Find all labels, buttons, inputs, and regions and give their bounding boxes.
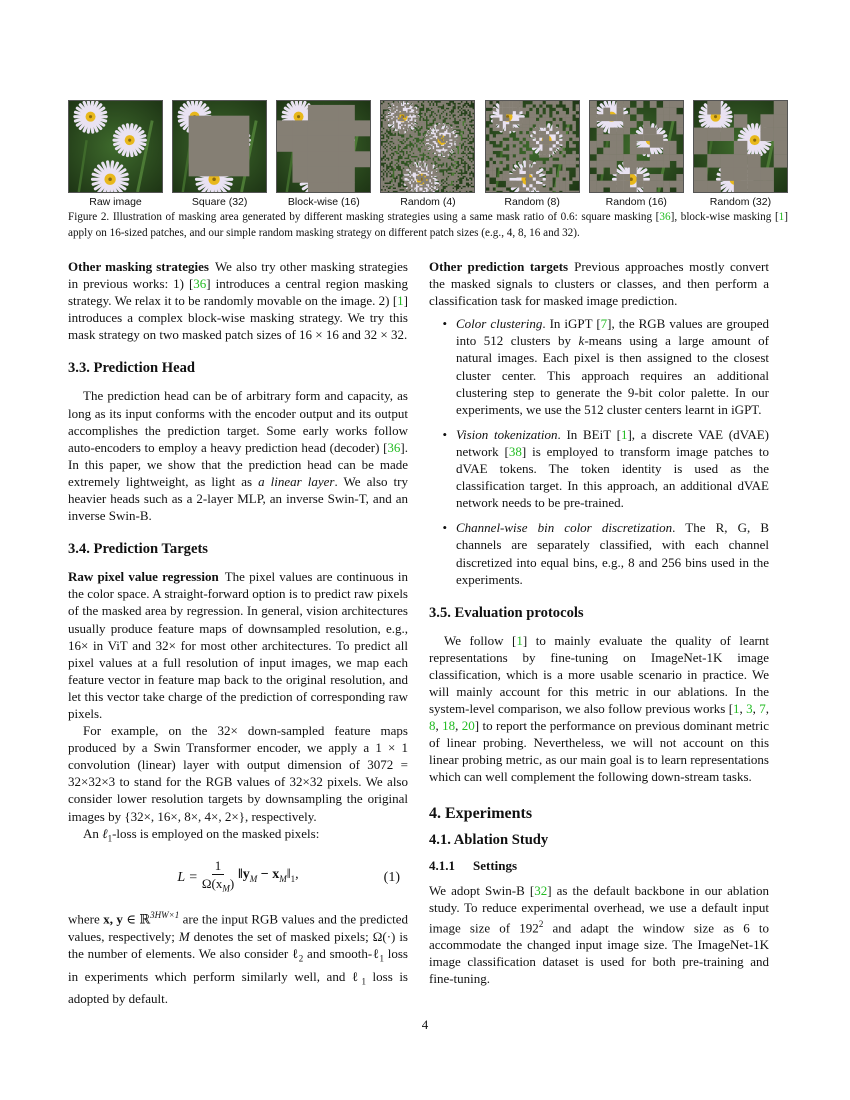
math-text: − x <box>257 867 280 883</box>
paragraph-example: For example, on the 32× down-sampled feature maps produced by a Swin Transformer encoder, we apply a 1 × 1 convolution (linear) layer with output dimension of 3072 = 32×32×3 to stand for the RGB values of 32×32 pixels. We also consider lower resolution targets by downsampling the original images by {32×, 16×, 8×, 4×, 2×}, respectively. <box>68 723 408 824</box>
figure-panel <box>276 100 371 208</box>
fraction-denominator <box>202 875 234 898</box>
panel-label: Random (4) <box>400 196 456 208</box>
masked-image-thumbnail <box>485 100 580 193</box>
body-text: -loss is employed on the masked pixels: <box>112 825 320 841</box>
separator: , <box>435 718 443 734</box>
math-symbol: k <box>578 333 585 349</box>
math-superscript: 2 <box>538 918 544 929</box>
body-text: . We also try heavier heads such as a 2-layer MLP, an inverse Swin-T, and an inverse Swin-B. <box>68 473 408 524</box>
body-text: ∈ ℝ <box>122 911 151 927</box>
math-subscript: 2 <box>298 953 304 964</box>
figure-panel <box>68 100 163 208</box>
paragraph-other-masking <box>68 258 408 343</box>
citation-link[interactable]: 1 <box>778 211 785 223</box>
body-text: ] as the default backbone in our ablation study. To reduce experimental overhead, we use a default input image size of 192 <box>429 882 769 936</box>
bullet-color-clustering <box>429 315 769 418</box>
separator: , <box>765 701 769 717</box>
mask-strategy-panels <box>68 100 788 208</box>
body-text: ], a discrete VAE (dVAE) network [ <box>456 426 770 459</box>
right-column <box>429 258 769 987</box>
body-text: ] introduces a complex block-wise masking strategy. We try this mask strategy on two masked patch sizes of 16 × 16 and 32 × 32. <box>68 293 408 343</box>
masked-image-thumbnail <box>589 100 684 193</box>
math-subscript: M <box>249 874 258 885</box>
equation-lhs: L = <box>177 869 198 885</box>
citation-link[interactable]: 32 <box>534 882 548 898</box>
section-heading-3-4: 3.4. Prediction Targets <box>68 541 208 558</box>
caption-text: ] apply on 16-sized patches, and our simple random masking strategy on different patch sizes (e.g., 4, 8, 16 and 32). <box>68 211 788 239</box>
masked-image-thumbnail <box>693 100 788 193</box>
citation-link[interactable]: 8 <box>429 718 436 734</box>
citation-link[interactable]: 38 <box>508 443 522 459</box>
figure-caption <box>68 210 788 241</box>
bullet-icon: • <box>442 316 447 332</box>
body-text: . In BEiT [ <box>557 426 621 442</box>
section-heading-3-5: 3.5. Evaluation protocols <box>429 604 584 621</box>
runin-heading: Other prediction targets <box>429 259 569 274</box>
body-text: are the input RGB values and the predicted values, respectively; <box>68 911 408 944</box>
separator: , <box>455 718 462 734</box>
math-symbol: M <box>178 928 190 944</box>
body-text: We follow [ <box>444 632 517 648</box>
body-text: Previous approaches mostly convert the masked signals to clusters or classes, and then perform a classification task for masked image prediction. <box>429 259 769 309</box>
bullet-text <box>456 315 769 418</box>
citation-link[interactable]: 1 <box>397 293 404 309</box>
body-text: . The R, G, B channels are separately classified, with each channel discretized into equal bins, e.g., 8 and 256 bins used in the experiments. <box>456 520 769 587</box>
panel-label: Random (16) <box>605 196 667 208</box>
paragraph-loss-def <box>68 907 408 1007</box>
body-text: where <box>68 911 104 927</box>
paragraph-evaluation <box>429 632 769 786</box>
heading-number: 4.1.1 <box>429 857 455 873</box>
section-heading-4: 4. Experiments <box>429 804 533 822</box>
panel-label: Raw image <box>89 196 142 208</box>
body-text: ], the RGB values are grouped into 512 clusters by <box>456 316 769 349</box>
figure-panel <box>172 100 267 208</box>
equation-1 <box>68 853 408 901</box>
math-text: ‖y <box>238 867 250 883</box>
section-heading-4-1-1 <box>429 857 769 874</box>
panel-label: Random (32) <box>709 196 772 208</box>
caption-text: Figure 2. Illustration of masking area generated by different masking strategies using a same mask ratio of 0.6: square masking [ <box>68 211 660 223</box>
masked-image-thumbnail <box>68 100 163 193</box>
body-text: An <box>83 825 103 841</box>
bullet-channel-bin <box>429 519 769 587</box>
citation-link[interactable]: 7 <box>759 701 766 717</box>
bullet-term: Color clustering <box>456 316 543 332</box>
paragraph-settings <box>429 882 769 988</box>
paragraph-other-targets <box>429 258 769 309</box>
body-text: -means using a large amount of natural images. Each pixel is then assigned to the closest cluster center. This approach requires an additional clustering step to generate the 9-bit color palette. In our experiments, we use the 512 cluster centers learnt in iGPT. <box>456 333 769 417</box>
math-superscript: 3HW×1 <box>150 910 180 921</box>
body-text: and adapt the window size as 6 to accommodate the changed input image size. The ImageNet-1K image classification dataset is used for both pre-training and fine-tuning. <box>429 920 769 987</box>
section-heading-3-3: 3.3. Prediction Head <box>68 360 196 377</box>
citation-link[interactable]: 20 <box>461 718 475 734</box>
bullet-term: Channel-wise bin color discretization <box>456 520 673 536</box>
body-text: The pixel values are continuous in the color space. A straight-forward option is to predict raw pixels of the masked area by regression. In general, vision architectures usually produce feature maps of downsampled resolution, e.g., 16× in ViT and 32× for most other architectures. To predict all pixel values at a full resolution of input images, we map each feature vector in feature map back to the original resolution, and let this vector take charge of the prediction of corresponding raw pixels. <box>68 569 409 721</box>
math-subscript: 1 <box>107 833 113 844</box>
citation-link[interactable]: 1 <box>516 632 523 648</box>
math-text: ‖ <box>286 867 291 883</box>
equation-fraction <box>202 858 234 898</box>
equation-number: (1) <box>383 869 400 885</box>
body-text: denotes the set of masked pixels; Ω(·) is the number of elements. We also consider ℓ <box>68 928 408 961</box>
math-subscript: 1 <box>361 976 366 987</box>
section-heading-4-1: 4.1. Ablation Study <box>429 831 549 848</box>
page-number: 4 <box>421 1017 429 1032</box>
caption-text: ], block-wise masking [ <box>670 211 779 223</box>
math-symbol: ℓ <box>102 825 108 841</box>
body-text: ] introduces a central region masking strategy. We relax it to be randomly movable on the image. 2) [ <box>68 276 408 309</box>
math-subscript: 1 <box>290 874 296 885</box>
paragraph-prediction-head <box>68 387 408 524</box>
body-text: loss in experiments which perform similarly well, and ℓ <box>68 945 408 984</box>
math-subscript: 1 <box>379 953 384 964</box>
body-text: ] is employed to transform image patches to dVAE tokens. The token identity is used as the classification target. In this approach, an additional dVAE network needs to be pre-trained. <box>456 443 769 511</box>
equation-norm <box>238 866 298 888</box>
bullet-icon: • <box>442 426 447 442</box>
figure-panel <box>693 100 788 208</box>
masked-image-thumbnail <box>276 100 371 193</box>
math-subscript: M <box>222 883 230 894</box>
paragraph-loss-intro <box>68 825 408 848</box>
citation-link[interactable]: 36 <box>387 439 401 455</box>
body-text: The prediction head can be of arbitrary form and capacity, as long as its input conforms with the encoder output and its output accomplishes the prediction target. Some early works follow auto-encoders to employ a heavy prediction head (decoder) [ <box>68 388 408 455</box>
bullet-vision-tokenization <box>429 426 769 511</box>
math-subscript: M <box>279 874 287 885</box>
figure-panel <box>485 100 580 208</box>
citation-link[interactable]: 36 <box>193 276 207 292</box>
body-text: We adopt Swin-B [ <box>429 882 535 898</box>
citation-link[interactable]: 36 <box>659 211 671 223</box>
citation-link[interactable]: 18 <box>442 718 456 734</box>
body-text: We also try other masking strategies in previous works: 1) [ <box>68 259 408 292</box>
citation-link[interactable]: 3 <box>746 701 753 717</box>
runin-heading: Raw pixel value regression <box>68 569 219 585</box>
math-text: ) <box>229 875 235 891</box>
figure-panel <box>380 100 475 208</box>
math-text: Ω(x <box>201 875 223 891</box>
citation-link[interactable]: 7 <box>600 316 608 332</box>
figure-2 <box>68 100 788 208</box>
body-text: . In iGPT [ <box>542 316 601 332</box>
panel-label: Block-wise (16) <box>287 196 360 208</box>
bullet-text <box>456 519 769 587</box>
figure-panel <box>589 100 684 208</box>
body-text: ] to mainly evaluate the quality of learnt representations by fine-tuning on ImageNet-1K image classification, which is a more usable scenario in practice. We will mainly account for this metric in our ablations. In the system-level comparison, we also follow previous works [ <box>429 632 769 717</box>
panel-label: Square (32) <box>191 196 248 208</box>
math-text: , <box>295 867 299 883</box>
masked-image-thumbnail <box>172 100 267 193</box>
panel-label: Random (8) <box>504 196 560 208</box>
emphasis-text: a linear layer <box>258 473 335 489</box>
bullet-term: Vision tokenization <box>456 426 558 442</box>
paragraph-raw-pixel <box>68 568 408 722</box>
fraction-numerator: 1 <box>212 858 225 875</box>
body-text: ]. In this paper, we show that the prediction head can be made extremely lightweight, as light as <box>68 439 408 489</box>
bullet-icon: • <box>442 520 447 536</box>
body-text: and smooth-ℓ <box>303 945 380 961</box>
separator: , <box>752 701 760 717</box>
math-text: x, y <box>103 911 123 927</box>
body-text: loss is adopted by default. <box>68 968 408 1007</box>
bullet-text <box>456 426 769 511</box>
body-text: ] to report the performance on previous dominant metric of linear probing. Nevertheless, we will not account on this linear probing metric, as our main goal is to learn representations which can well complement the following down-stream tasks. <box>429 718 770 785</box>
citation-link[interactable]: 1 <box>620 426 628 442</box>
heading-text: Settings <box>473 857 518 873</box>
runin-heading: Other masking strategies <box>68 259 209 274</box>
separator: , <box>739 701 747 717</box>
citation-link[interactable]: 1 <box>733 701 740 717</box>
masked-image-thumbnail <box>380 100 475 193</box>
left-column <box>68 258 408 1007</box>
